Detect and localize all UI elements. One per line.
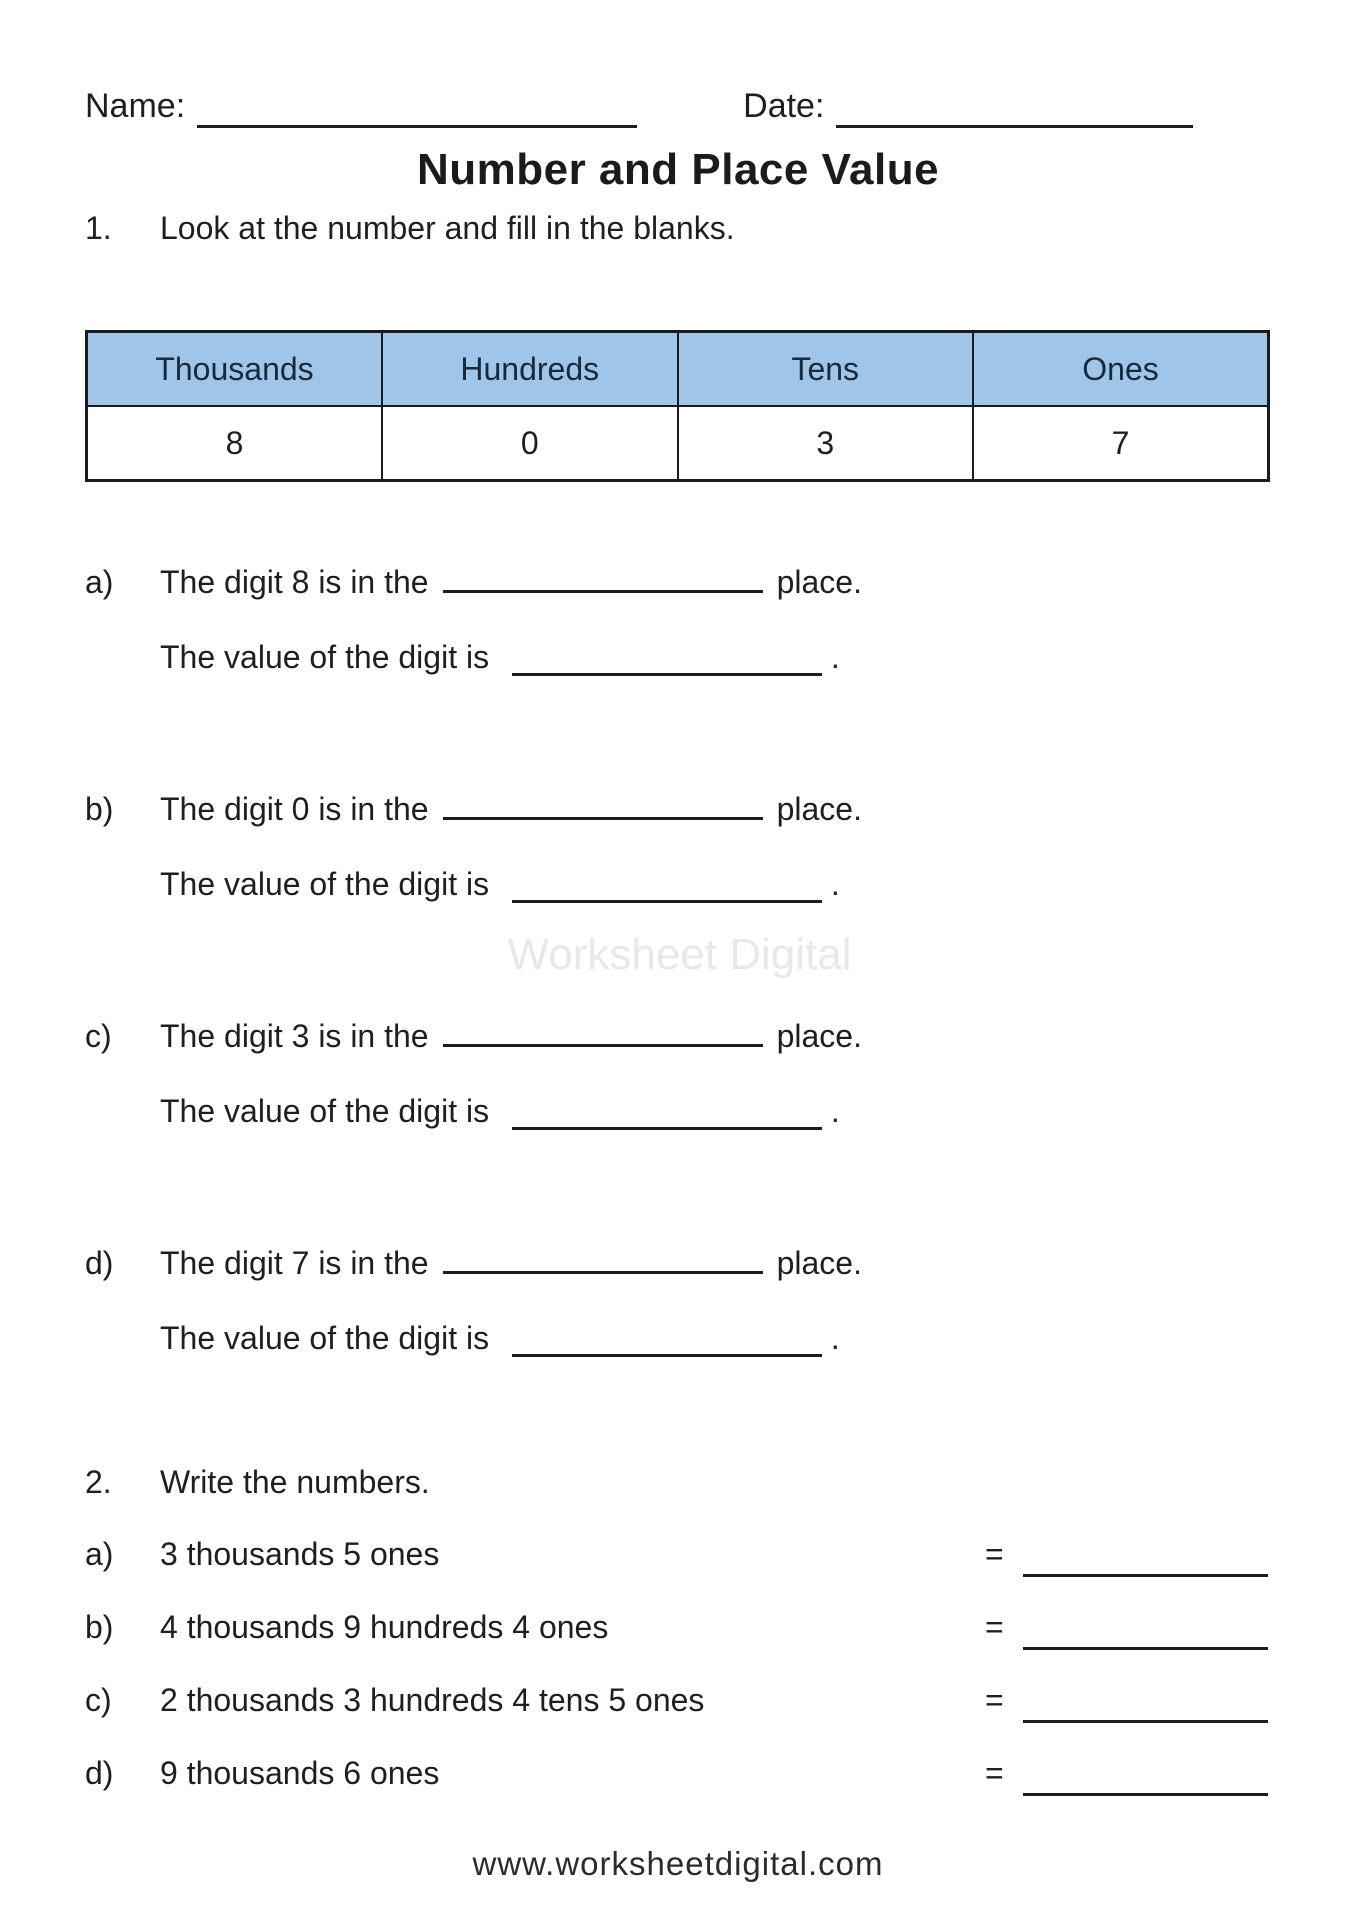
value-hundreds: 0: [382, 406, 678, 481]
q1-item-d: [85, 1231, 1271, 1361]
q1-item-c-text1-end: place.: [776, 1018, 862, 1054]
page-title: Number and Place Value: [416, 145, 940, 194]
table-value-row: [87, 406, 1269, 481]
place-value-table-wrap: [85, 330, 1271, 482]
q1-item-b: [85, 777, 1271, 907]
q2-row-c-label: c): [85, 1682, 112, 1718]
watermark: Worksheet Digital: [507, 930, 852, 979]
q1-item-d-text2: The value of the digit is: [160, 1320, 490, 1356]
q1-item-b-text2-end: .: [830, 866, 840, 902]
q2-row-a-answer-blank: [1023, 1532, 1268, 1577]
q1-item-c: [85, 1004, 1271, 1134]
q1-item-a-line1: [85, 550, 1271, 605]
q2-row-b-label: b): [85, 1609, 114, 1645]
q2-row-d-equals-sign: =: [985, 1755, 1004, 1791]
value-tens: 3: [678, 406, 974, 481]
q2-row-c: [85, 1678, 1271, 1723]
q1-item-c-text2: The value of the digit is: [160, 1093, 490, 1129]
q1-item-a-text2: The value of the digit is: [160, 639, 490, 675]
q1-item-c-line1: [85, 1004, 1271, 1059]
q1-number: 1.: [85, 210, 112, 246]
header-thousands: Thousands: [87, 332, 383, 407]
value-ones: 7: [973, 406, 1269, 481]
q2-row-a-equals-sign: =: [985, 1536, 1004, 1572]
name-blank-line: [197, 85, 637, 128]
q1-item-c-text2-end: .: [830, 1093, 840, 1129]
date-group: [743, 84, 1193, 128]
q1-item-a-line2: [160, 633, 1271, 680]
name-label: Name:: [85, 87, 186, 125]
q1-item-b-place-blank: [443, 777, 763, 820]
q2-row-b-answer-blank: [1023, 1605, 1268, 1650]
q2-prompt: Write the numbers.: [160, 1464, 430, 1500]
header-tens: Tens: [678, 332, 974, 407]
q1-item-d-label: d): [85, 1245, 114, 1281]
q1-heading: [85, 206, 1271, 250]
q1-item-c-line2: [160, 1087, 1271, 1134]
q2-row-c-equals-sign: =: [985, 1682, 1004, 1718]
q1-item-d-value-blank: [512, 1314, 822, 1357]
header-ones: Ones: [973, 332, 1269, 407]
q1-item-d-text2-end: .: [830, 1320, 840, 1356]
q1-item-a-text1-end: place.: [776, 564, 862, 600]
table-header-row: [87, 332, 1269, 407]
q1-item-c-value-blank: [512, 1087, 822, 1130]
q1-item-b-text1-end: place.: [776, 791, 862, 827]
q1-item-a-value-blank: [512, 633, 822, 676]
header-hundreds: Hundreds: [382, 332, 678, 407]
q1-item-b-text1: The digit 0 is in the: [160, 791, 429, 827]
date-blank-line: [836, 85, 1193, 128]
date-label: Date:: [743, 87, 825, 125]
q1-item-d-line2: [160, 1314, 1271, 1361]
q2-row-d-label: d): [85, 1755, 114, 1791]
q1-item-b-line2: [160, 860, 1271, 907]
q2-row-a: [85, 1532, 1271, 1577]
q1-item-d-text1-end: place.: [776, 1245, 862, 1281]
q1-item-a-text1: The digit 8 is in the: [160, 564, 429, 600]
q1-item-b-value-blank: [512, 860, 822, 903]
q2-row-d-answer-blank: [1023, 1751, 1268, 1796]
q1-item-d-line1: [85, 1231, 1271, 1286]
q1-item-a-text2-end: .: [830, 639, 840, 675]
q1-item-b-line1: [85, 777, 1271, 832]
q2-row-b: [85, 1605, 1271, 1650]
q2-row-b-equals-sign: =: [985, 1609, 1004, 1645]
q1-item-c-text1: The digit 3 is in the: [160, 1018, 429, 1054]
q2-heading: [85, 1460, 1271, 1504]
q1-item-b-text2: The value of the digit is: [160, 866, 490, 902]
q1-item-b-label: b): [85, 791, 114, 827]
q2-row-a-text: 3 thousands 5 ones: [160, 1536, 440, 1572]
q1-item-c-label: c): [85, 1018, 112, 1054]
q1-item-d-text1: The digit 7 is in the: [160, 1245, 429, 1281]
q2-row-d-text: 9 thousands 6 ones: [160, 1755, 440, 1791]
q1-prompt: Look at the number and fill in the blanks.: [160, 210, 735, 246]
q2-row-c-text: 2 thousands 3 hundreds 4 tens 5 ones: [160, 1682, 705, 1718]
q1-item-c-place-blank: [443, 1004, 763, 1047]
q1-item-d-place-blank: [443, 1231, 763, 1274]
name-date-row: [85, 0, 1271, 128]
q2-number: 2.: [85, 1464, 112, 1500]
place-value-table: [85, 330, 1270, 482]
q2-row-d: [85, 1751, 1271, 1796]
value-thousands: 8: [87, 406, 383, 481]
q2-row-c-answer-blank: [1023, 1678, 1268, 1723]
q2-row-a-label: a): [85, 1536, 114, 1572]
footer-website: www.worksheetdigital.com: [472, 1845, 884, 1882]
q2-row-b-text: 4 thousands 9 hundreds 4 ones: [160, 1609, 609, 1645]
q1-item-a-label: a): [85, 564, 114, 600]
q1-item-a: [85, 550, 1271, 680]
q1-item-a-place-blank: [443, 550, 763, 593]
